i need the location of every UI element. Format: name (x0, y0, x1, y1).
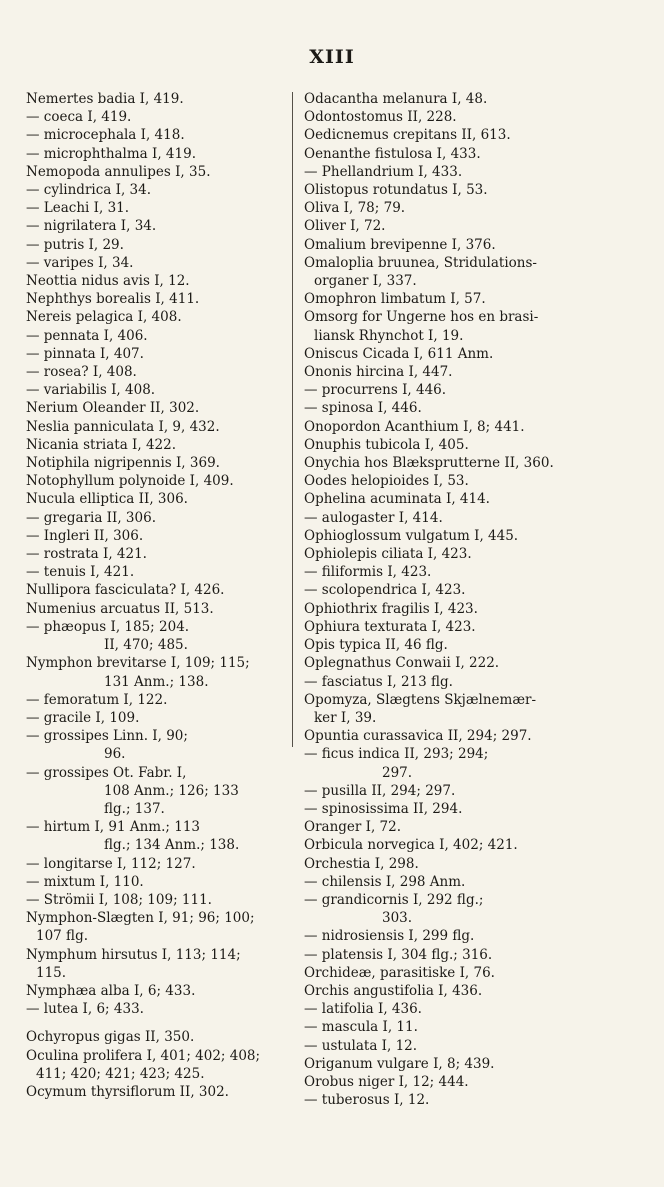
index-entry: Omaloplia bruunea, Stridulations- (304, 254, 537, 271)
index-subentry: — varipes I, 34. (26, 254, 134, 271)
index-entry: Nymphon brevitarse I, 109; 115; (26, 655, 250, 672)
index-subentry: — grandicornis I, 292 flg.; (304, 891, 484, 908)
index-subentry: — longitarse I, 112; 127. (26, 855, 196, 872)
index-continuation: 297. (382, 764, 413, 781)
index-entry: Nerium Oleander II, 302. (26, 400, 200, 417)
index-subentry: — tenuis I, 421. (26, 564, 135, 581)
index-subentry: — scolopendrica I, 423. (304, 582, 466, 599)
index-subentry: — pennata I, 406. (26, 327, 148, 344)
index-subentry: — lutea I, 6; 433. (26, 1001, 144, 1018)
index-entry: Omalium brevipenne I, 376. (304, 236, 496, 253)
index-entry: Oniscus Cicada I, 611 Anm. (304, 345, 494, 362)
index-subentry: — mascula I, 11. (304, 1019, 418, 1036)
index-entry: Nicania striata I, 422. (26, 436, 177, 453)
index-entry: Neottia nidus avis I, 12. (26, 273, 190, 290)
index-entry: Oenanthe fistulosa I, 433. (304, 145, 481, 162)
index-entry: Odacantha melanura I, 48. (304, 91, 488, 107)
index-entry: Orchideæ, parasitiske I, 76. (304, 964, 495, 981)
index-entry: Neslia panniculata I, 9, 432. (26, 418, 220, 435)
index-entry: Nullipora fasciculata? I, 426. (26, 582, 225, 599)
index-entry: Onuphis tubicola I, 405. (304, 436, 469, 453)
index-subentry: — cylindrica I, 34. (26, 182, 152, 199)
index-continuation: liansk Rhynchot I, 19. (314, 327, 464, 344)
index-entry: Ophelina acuminata I, 414. (304, 491, 490, 508)
index-subentry: — hirtum I, 91 Anm.; 113 (26, 819, 200, 836)
index-subentry: — rosea? I, 408. (26, 364, 137, 381)
index-subentry: — rostrata I, 421. (26, 546, 147, 563)
index-subentry: — spinosa I, 446. (304, 400, 422, 417)
index-subentry: — variabilis I, 408. (26, 382, 156, 399)
index-entry: Ochyropus gigas II, 350. (26, 1029, 195, 1046)
index-subentry: — pinnata I, 407. (26, 345, 144, 362)
index-entry: Nucula elliptica II, 306. (26, 491, 188, 508)
index-entry: Onopordon Acanthium I, 8; 441. (304, 418, 525, 435)
section-gap (26, 1018, 288, 1028)
index-entry: Nemopoda annulipes I, 35. (26, 163, 211, 180)
index-entry: Numenius arcuatus II, 513. (26, 600, 214, 617)
index-entry: Orchestia I, 298. (304, 855, 419, 872)
index-entry: Omsorg for Ungerne hos en brasi- (304, 309, 539, 326)
index-subentry: — gracile I, 109. (26, 709, 140, 726)
index-entry: Ononis hircina I, 447. (304, 364, 453, 381)
index-continuation: 107 flg. (36, 928, 88, 945)
index-entry: Opomyza, Slægtens Skjælnemær- (304, 691, 537, 708)
index-column-left (26, 90, 288, 1101)
index-subentry: — Leachi I, 31. (26, 200, 130, 217)
index-continuation: 411; 420; 421; 423; 425. (36, 1065, 205, 1082)
index-entry: Nemertes badia I, 419. (26, 91, 184, 107)
index-continuation: flg.; 134 Anm.; 138. (104, 837, 240, 854)
index-entry: Opuntia curassavica II, 294; 297. (304, 728, 532, 745)
index-subentry: — filiformis I, 423. (304, 564, 432, 581)
index-continuation: ker I, 39. (314, 709, 377, 726)
index-subentry: — microcephala I, 418. (26, 127, 185, 144)
index-subentry: — ficus indica II, 293; 294; (304, 746, 489, 763)
index-subentry: — ustulata I, 12. (304, 1037, 418, 1054)
index-subentry: — microphthalma I, 419. (26, 145, 196, 162)
index-entry: Oplegnathus Conwaii I, 222. (304, 655, 500, 672)
index-subentry: — Strömii I, 108; 109; 111. (26, 891, 212, 908)
index-entry: Ophioglossum vulgatum I, 445. (304, 527, 519, 544)
index-entry: Nymphæa alba I, 6; 433. (26, 982, 196, 999)
index-subentry: — putris I, 29. (26, 236, 124, 253)
index-subentry: — Ingleri II, 306. (26, 527, 144, 544)
index-entry: Odontostomus II, 228. (304, 109, 457, 126)
index-entry: Olistopus rotundatus I, 53. (304, 182, 488, 199)
index-subentry: — Phellandrium I, 433. (304, 163, 463, 180)
index-subentry: — tuberosus I, 12. (304, 1092, 430, 1109)
index-entry: Orobus niger I, 12; 444. (304, 1073, 469, 1090)
index-entry: Ophiolepis ciliata I, 423. (304, 546, 472, 563)
index-entry: Notiphila nigripennis I, 369. (26, 455, 220, 472)
index-continuation: flg.; 137. (104, 800, 165, 817)
index-subentry: — spinosissima II, 294. (304, 800, 463, 817)
index-continuation: 303. (382, 910, 413, 927)
page-number: XIII (309, 46, 355, 68)
index-subentry: — mixtum I, 110. (26, 873, 144, 890)
index-entry: Nephthys borealis I, 411. (26, 291, 200, 308)
index-entry: Ocymum thyrsiflorum II, 302. (26, 1083, 229, 1100)
index-continuation: 108 Anm.; 126; 133 (104, 782, 239, 799)
index-entry: Orchis angustifolia I, 436. (304, 982, 483, 999)
index-entry: Oranger I, 72. (304, 819, 402, 836)
index-entry: Orbicula norvegica I, 402; 421. (304, 837, 518, 854)
index-subentry: — nigrilatera I, 34. (26, 218, 157, 235)
index-subentry: — procurrens I, 446. (304, 382, 447, 399)
index-subentry: — gregaria II, 306. (26, 509, 156, 526)
column-divider (292, 92, 293, 747)
index-continuation: II, 470; 485. (104, 637, 188, 654)
index-column-right (304, 90, 640, 1109)
index-entry: Onychia hos Blæksprutterne II, 360. (304, 455, 554, 472)
index-entry: Nymphum hirsutus I, 113; 114; (26, 946, 241, 963)
index-entry: Oliva I, 78; 79. (304, 200, 406, 217)
index-continuation: organer I, 337. (314, 273, 417, 290)
index-entry: Oculina prolifera I, 401; 402; 408; (26, 1047, 261, 1064)
index-subentry: — phæopus I, 185; 204. (26, 618, 190, 635)
index-subentry: — platensis I, 304 flg.; 316. (304, 946, 493, 963)
index-entry: Ophiura texturata I, 423. (304, 618, 476, 635)
index-subentry: — nidrosiensis I, 299 flg. (304, 928, 475, 945)
index-entry: Opis typica II, 46 flg. (304, 637, 448, 654)
index-entry: Oedicnemus crepitans II, 613. (304, 127, 511, 144)
index-entry: Notophyllum polynoide I, 409. (26, 473, 234, 490)
index-subentry: — chilensis I, 298 Anm. (304, 873, 466, 890)
index-entry: Omophron limbatum I, 57. (304, 291, 486, 308)
index-entry: Oodes helopioides I, 53. (304, 473, 469, 490)
index-subentry: — latifolia I, 436. (304, 1001, 422, 1018)
index-continuation: 131 Anm.; 138. (104, 673, 209, 690)
index-subentry: — coeca I, 419. (26, 109, 132, 126)
index-entry: Nereis pelagica I, 408. (26, 309, 182, 326)
index-subentry: — fasciatus I, 213 flg. (304, 673, 453, 690)
index-entry: Ophiothrix fragilis I, 423. (304, 600, 478, 617)
index-entry: Origanum vulgare I, 8; 439. (304, 1055, 495, 1072)
index-continuation: 115. (36, 964, 67, 981)
index-entry: Oliver I, 72. (304, 218, 386, 235)
index-subentry: — grossipes Ot. Fabr. I, (26, 764, 187, 781)
index-subentry: — femoratum I, 122. (26, 691, 168, 708)
index-subentry: — grossipes Linn. I, 90; (26, 728, 188, 745)
index-entry: Nymphon-Slægten I, 91; 96; 100; (26, 910, 255, 927)
index-subentry: — aulogaster I, 414. (304, 509, 443, 526)
index-subentry: — pusilla II, 294; 297. (304, 782, 456, 799)
index-continuation: 96. (104, 746, 126, 763)
